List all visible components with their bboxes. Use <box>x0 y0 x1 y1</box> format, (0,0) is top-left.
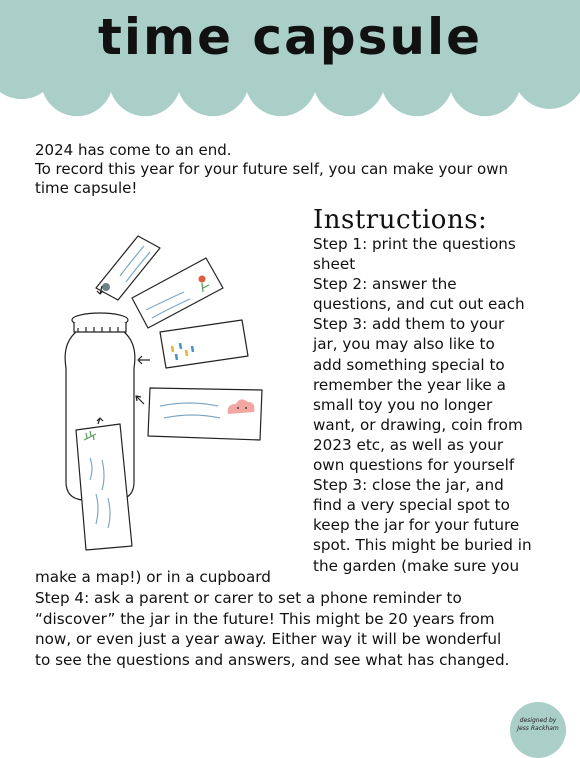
step-line: “discover” the jar in the future! This might be 20 years from <box>35 609 495 628</box>
header-band <box>0 0 580 120</box>
step-line: small toy you no longer <box>313 395 493 414</box>
step-line: the garden (make sure you <box>313 556 520 575</box>
step-line: Step 3: close the jar, and <box>313 476 504 495</box>
intro-line: To record this year for your future self, you can make your own <box>35 160 508 179</box>
step-line: questions, and cut out each <box>313 295 525 314</box>
credit-name: Jess Rackham <box>517 725 559 732</box>
step-line: now, or even just a year away. Either way it will be wonderful <box>35 630 502 649</box>
paper-slip-4 <box>148 388 262 440</box>
step-line: 2023 etc, as well as your <box>313 435 504 454</box>
step-line: remember the year like a <box>313 375 506 394</box>
step-line: sheet <box>313 255 356 274</box>
step-line: spot. This might be buried in <box>313 536 532 555</box>
step-line: Step 2: answer the <box>313 275 457 294</box>
step-line: own questions for yourself <box>313 456 515 475</box>
designer-credit-badge <box>510 702 566 758</box>
step-line: Step 4: ask a parent or carer to set a phone reminder to <box>35 588 462 607</box>
intro-line: 2024 has come to an end. <box>35 141 232 159</box>
credit-line: designed by <box>519 717 557 724</box>
paper-slip-2 <box>132 258 223 328</box>
instructions-heading: Instructions: <box>313 205 488 235</box>
paper-slip-3 <box>160 320 248 368</box>
step-line: make a map!) or in a cupboard <box>35 568 271 586</box>
page-title: time capsule <box>97 8 483 66</box>
intro-line: time capsule! <box>35 179 138 198</box>
step-line: jar, you may also like to <box>313 335 495 354</box>
step-line: find a very special spot to <box>313 496 510 515</box>
instructions-steps <box>313 234 532 576</box>
paper-slip-5 <box>76 424 132 550</box>
jar-with-paper-slips-icon <box>60 228 300 568</box>
step-line: to see the questions and answers, and see what has changed. <box>35 651 510 670</box>
jar-illustration <box>60 228 300 568</box>
instructions-continued <box>35 567 509 671</box>
step-line: add something special to <box>313 355 505 374</box>
step-line: keep the jar for your future <box>313 516 520 535</box>
step-line: Step 1: print the questions <box>313 235 516 253</box>
step-line: Step 3: add them to your <box>313 315 505 334</box>
step-line: want, or drawing, coin from <box>313 415 523 434</box>
intro-text <box>35 141 508 199</box>
